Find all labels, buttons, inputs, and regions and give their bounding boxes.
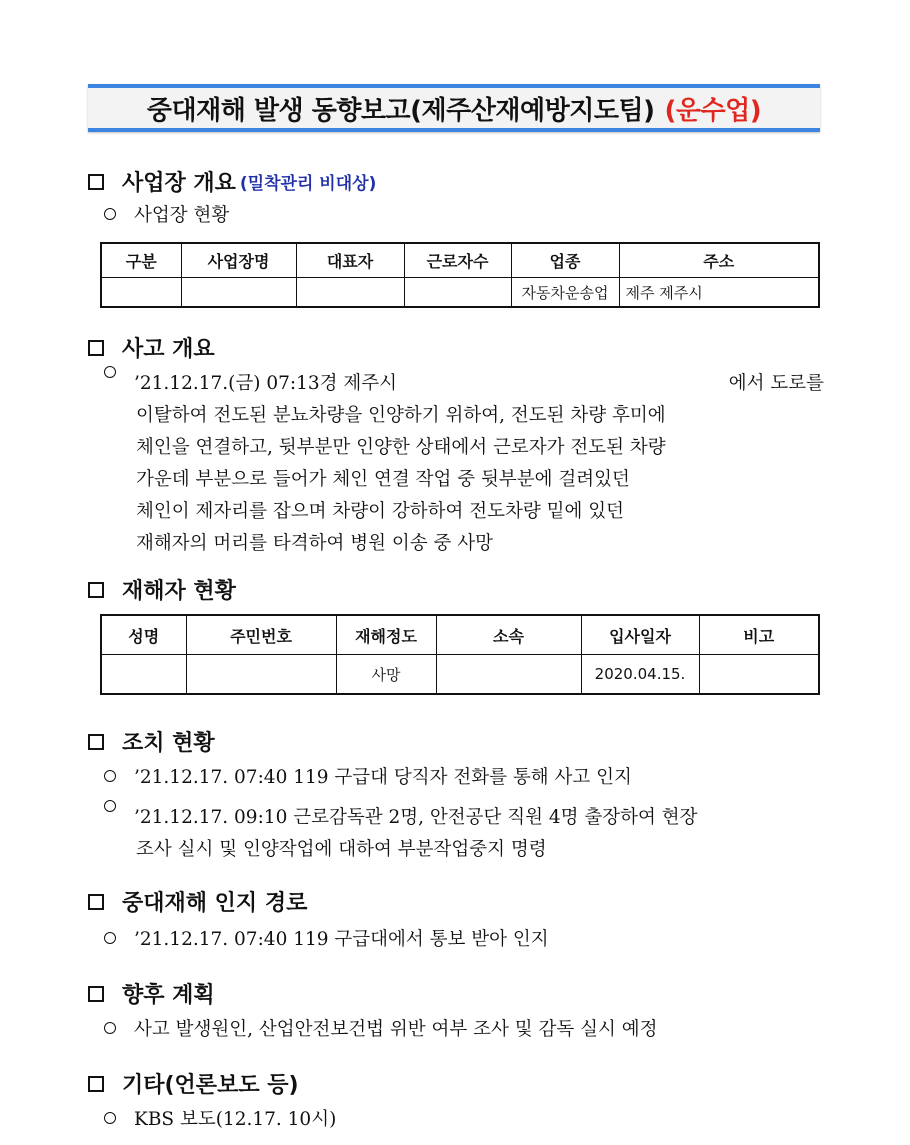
table-cell: 제주 제주시 (619, 278, 819, 308)
section-heading: 향후 계획 (122, 983, 215, 1008)
report-title-tag: (운수업) (664, 95, 762, 126)
paragraph-line: 체인을 연결하고, 뒷부분만 인양한 상태에서 근로자가 전도된 차량 (136, 437, 666, 458)
bullet-text: KBS 보도(12.17. 10시) (134, 1109, 337, 1130)
bullet-other-1 (104, 1104, 336, 1136)
checkbox-square-icon (88, 174, 104, 190)
accident-description (104, 368, 824, 560)
bullet-recognition-1 (104, 924, 549, 956)
table-cell (186, 655, 336, 695)
line-text: ’21.12.17.(금) 07:13경 제주시 (134, 373, 398, 394)
table-row (101, 278, 819, 308)
circle-bullet-icon (104, 1112, 116, 1124)
table-header: 재해정도 (336, 615, 436, 655)
paragraph-line: 이탈하여 전도된 분뇨차량을 인양하기 위하여, 전도된 차량 후미에 (136, 405, 666, 426)
section-heading: 조치 현황 (122, 731, 215, 756)
table-header: 주민번호 (186, 615, 336, 655)
table-header: 성명 (101, 615, 186, 655)
line-text: ’21.12.17. 09:10 근로감독관 2명, 안전공단 직원 4명 출장하여 현장 (134, 807, 698, 828)
bullet-text: 사업장 현황 (134, 205, 230, 226)
section-heading: 사업장 개요 (122, 171, 236, 196)
circle-bullet-icon (104, 932, 116, 944)
circle-bullet-icon (104, 366, 116, 378)
table-cell (101, 278, 181, 308)
section-recognition-route (88, 886, 307, 917)
bullet-workplace-status (104, 200, 229, 232)
section-heading: 재해자 현황 (122, 579, 236, 604)
section-victim-status (88, 574, 236, 605)
bullet-action-2 (104, 802, 824, 866)
workplace-table (100, 242, 820, 308)
circle-bullet-icon (104, 770, 116, 782)
table-header: 대표자 (296, 243, 404, 278)
section-future-plan (88, 978, 215, 1009)
bullet-action-1 (104, 762, 632, 794)
table-header: 구분 (101, 243, 181, 278)
report-title (88, 84, 820, 132)
paragraph-line (104, 802, 824, 834)
table-cell: 사망 (336, 655, 436, 695)
table-header: 소속 (436, 615, 581, 655)
table-header: 사업장명 (181, 243, 296, 278)
table-cell (296, 278, 404, 308)
circle-bullet-icon (104, 800, 116, 812)
table-row (101, 655, 819, 695)
section-other (88, 1068, 299, 1099)
checkbox-square-icon (88, 986, 104, 1002)
report-title-main: 중대재해 발생 동향보고(제주산재예방지도팀) (146, 95, 655, 126)
checkbox-square-icon (88, 734, 104, 750)
table-cell (101, 655, 186, 695)
table-cell (404, 278, 511, 308)
table-header: 주소 (619, 243, 819, 278)
section-action-status (88, 726, 215, 757)
bullet-text: ’21.12.17. 07:40 119 구급대에서 통보 받아 인지 (134, 929, 549, 950)
table-cell (699, 655, 819, 695)
checkbox-square-icon (88, 894, 104, 910)
checkbox-square-icon (88, 1076, 104, 1092)
table-header: 입사일자 (581, 615, 699, 655)
table-header: 업종 (511, 243, 619, 278)
table-cell: 2020.04.15. (581, 655, 699, 695)
line-text: 에서 도로를 (728, 373, 824, 394)
circle-bullet-icon (104, 1022, 116, 1034)
table-header-row (101, 243, 819, 278)
bullet-plan-1 (104, 1014, 657, 1046)
table-cell (181, 278, 296, 308)
section-note: (밀착관리 비대상) (239, 174, 377, 194)
paragraph-line: 조사 실시 및 인양작업에 대하여 부분작업중지 명령 (136, 839, 547, 860)
section-workplace-overview (88, 166, 376, 197)
checkbox-square-icon (88, 340, 104, 356)
table-header: 근로자수 (404, 243, 511, 278)
table-header: 비고 (699, 615, 819, 655)
paragraph-line: 체인이 제자리를 잡으며 차량이 강하하여 전도차량 밑에 있던 (136, 501, 624, 522)
checkbox-square-icon (88, 582, 104, 598)
section-accident-overview (88, 332, 215, 363)
section-heading: 사고 개요 (122, 337, 215, 362)
section-heading: 중대재해 인지 경로 (122, 891, 308, 916)
table-cell: 자동차운송업 (511, 278, 619, 308)
bullet-text: ’21.12.17. 07:40 119 구급대 당직자 전화를 통해 사고 인지 (134, 767, 632, 788)
victim-table (100, 614, 820, 695)
table-cell (436, 655, 581, 695)
paragraph-line: 재해자의 머리를 타격하여 병원 이송 중 사망 (136, 533, 493, 554)
section-heading: 기타(언론보도 등) (122, 1073, 299, 1098)
bullet-text: 사고 발생원인, 산업안전보건법 위반 여부 조사 및 감독 실시 예정 (134, 1019, 658, 1040)
table-header-row (101, 615, 819, 655)
paragraph-line: 가운데 부분으로 들어가 체인 연결 작업 중 뒷부분에 걸려있던 (136, 469, 630, 490)
circle-bullet-icon (104, 208, 116, 220)
paragraph-line (104, 368, 824, 400)
